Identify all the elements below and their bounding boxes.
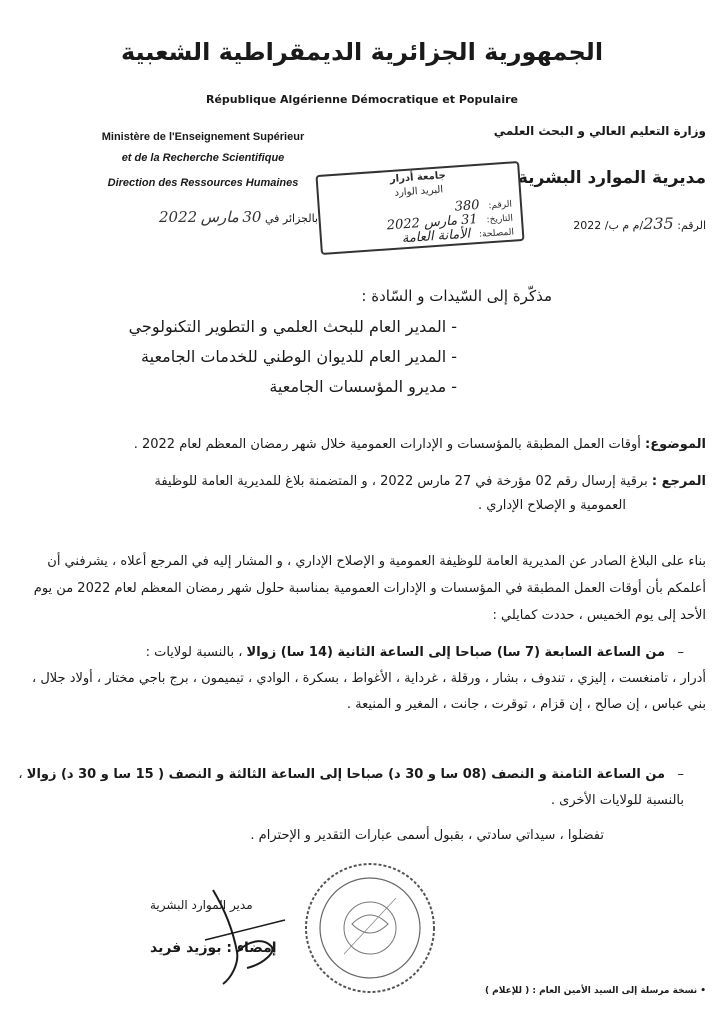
ministry-fr-line1: Ministère de l'Enseignement Supérieur: [101, 131, 305, 143]
dash-marker: –: [669, 645, 684, 660]
signer-name-line: [150, 940, 277, 956]
body-paragraph: بناء على البلاغ الصادر عن المديرية العامة للوظيفة العمومية و الإصلاح الإداري ، و المشار إليه في المرجع أعلاه ، يشرفني أن أعلمكم بأن أوقات العمل المطبقة في المؤسسات و الإدارات العمومية بمناسبة حلول شهر رمضان المعظم لعام 2022 من يوم الأحد إلى يوم الخميس ، حددت كمايلي :: [33, 554, 706, 623]
dash-marker: –: [669, 767, 684, 782]
stamp-title: جامعة أدرار: [389, 170, 447, 186]
ministry-fr-line2: et de la Recherche Scientifique: [121, 152, 285, 164]
republic-title-ar: الجمهورية الجزائرية الديمقراطية الشعبية: [120, 38, 604, 66]
ministry-fr-line3: Direction des Ressources Humaines: [107, 177, 299, 189]
stamp-service-label: المصلحة:: [478, 227, 515, 240]
directorate-ar: مديرية الموارد البشرية: [517, 168, 706, 188]
schedule-item-head: من الساعة الثامنة و النصف (08 سا و 30 د) صباحا إلى الساعة الثالثة و النصف ( 15 سا و 30 د) زوالا: [26, 767, 666, 782]
recipient-item: - المدير العام للديوان الوطني للخدمات الجامعية: [141, 347, 457, 366]
signer-role: مدير الموارد البشرية: [150, 898, 253, 912]
stamp-date-label: التاريخ:: [486, 213, 514, 226]
recipient-item: - المدير العام للبحث العلمي و التطوير التكنولوجي: [128, 317, 457, 336]
closing-line: تفضلوا ، سيداتي سادتي ، بقبول أسمى عبارات التقدير و الإحترام .: [250, 828, 604, 843]
reference-block: [16, 470, 706, 518]
bullet-marker: •: [697, 986, 706, 996]
reference-line2: العمومية و الإصلاح الإداري .: [478, 498, 626, 513]
recipient-item: - مديرو المؤسسات الجامعية: [269, 377, 457, 396]
schedule-item-tail: ، بالنسبة للولايات الأخرى .: [18, 767, 684, 808]
schedule-item: [14, 640, 706, 718]
copy-note-text: نسخة مرسلة إلى السيد الأمين العام : ( للإعلام ): [484, 986, 698, 996]
date-line: [148, 208, 318, 226]
reference-number: 235: [643, 214, 674, 233]
schedule-item-detail: أدرار ، تامنغست ، إليزي ، تندوف ، بشار ، ورقلة ، غرداية ، الأغواط ، بسكرة ، الوادي ، تيميمون ، برج باجي مختار ، أولاد جلال ، بني عباس ، إن صالح ، إن قزام ، توقرت ، جانت ، المغير و المنيعة .: [32, 671, 706, 712]
schedule-item: [14, 762, 684, 814]
reference-suffix: /م م ب/ 2022: [573, 219, 644, 232]
signer-name-label: إمضاء :: [226, 940, 277, 956]
subject-text: أوقات العمل المطبقة بالمؤسسات و الإدارات العمومية خلال شهر رمضان المعظم لعام 2022 .: [133, 437, 641, 452]
date-month: مارس: [200, 208, 239, 226]
reference-number-line: [573, 214, 706, 233]
handwritten-signature: [185, 880, 305, 990]
date-year: 2022: [159, 208, 198, 226]
stamp-service-value: الأمانة العامة: [401, 226, 471, 247]
reference-block-label: المرجع :: [651, 474, 706, 489]
date-day: 30: [242, 208, 262, 226]
stamp-number-label: الرقم:: [488, 199, 513, 212]
ministry-ar: وزارة التعليم العالي و البحث العلمي: [493, 124, 706, 138]
copy-note: [485, 986, 706, 996]
subject-line: [16, 437, 706, 453]
reference-label: الرقم:: [677, 219, 706, 232]
stamp-date-value: 31 مارس 2022: [386, 212, 479, 234]
signer-name: بوزيد فريد: [150, 940, 222, 956]
memo-title: مذكّرة إلى السّيدات و السّادة :: [361, 287, 552, 305]
date-prefix: بالجزائر في: [264, 212, 318, 225]
schedule-item-head: من الساعة السابعة (7 سا) صباحا إلى الساعة الثانية (14 سا) زوالا: [246, 645, 666, 660]
subject-label: الموضوع:: [645, 437, 706, 452]
republic-title-fr: République Algérienne Démocratique et Populaire: [206, 93, 518, 106]
schedule-item-tail: ، بالنسبة لولايات :: [145, 645, 243, 660]
stamp-subtitle: البريد الوارد: [394, 184, 444, 199]
stamp-number-value: 380: [454, 197, 481, 215]
official-seal: [300, 858, 440, 998]
reference-line1: برقية إرسال رقم 02 مؤرخة في 27 مارس 2022 ، و المتضمنة بلاغ للمديرية العامة للوظيفة: [154, 474, 648, 489]
reception-stamp: [315, 161, 524, 255]
